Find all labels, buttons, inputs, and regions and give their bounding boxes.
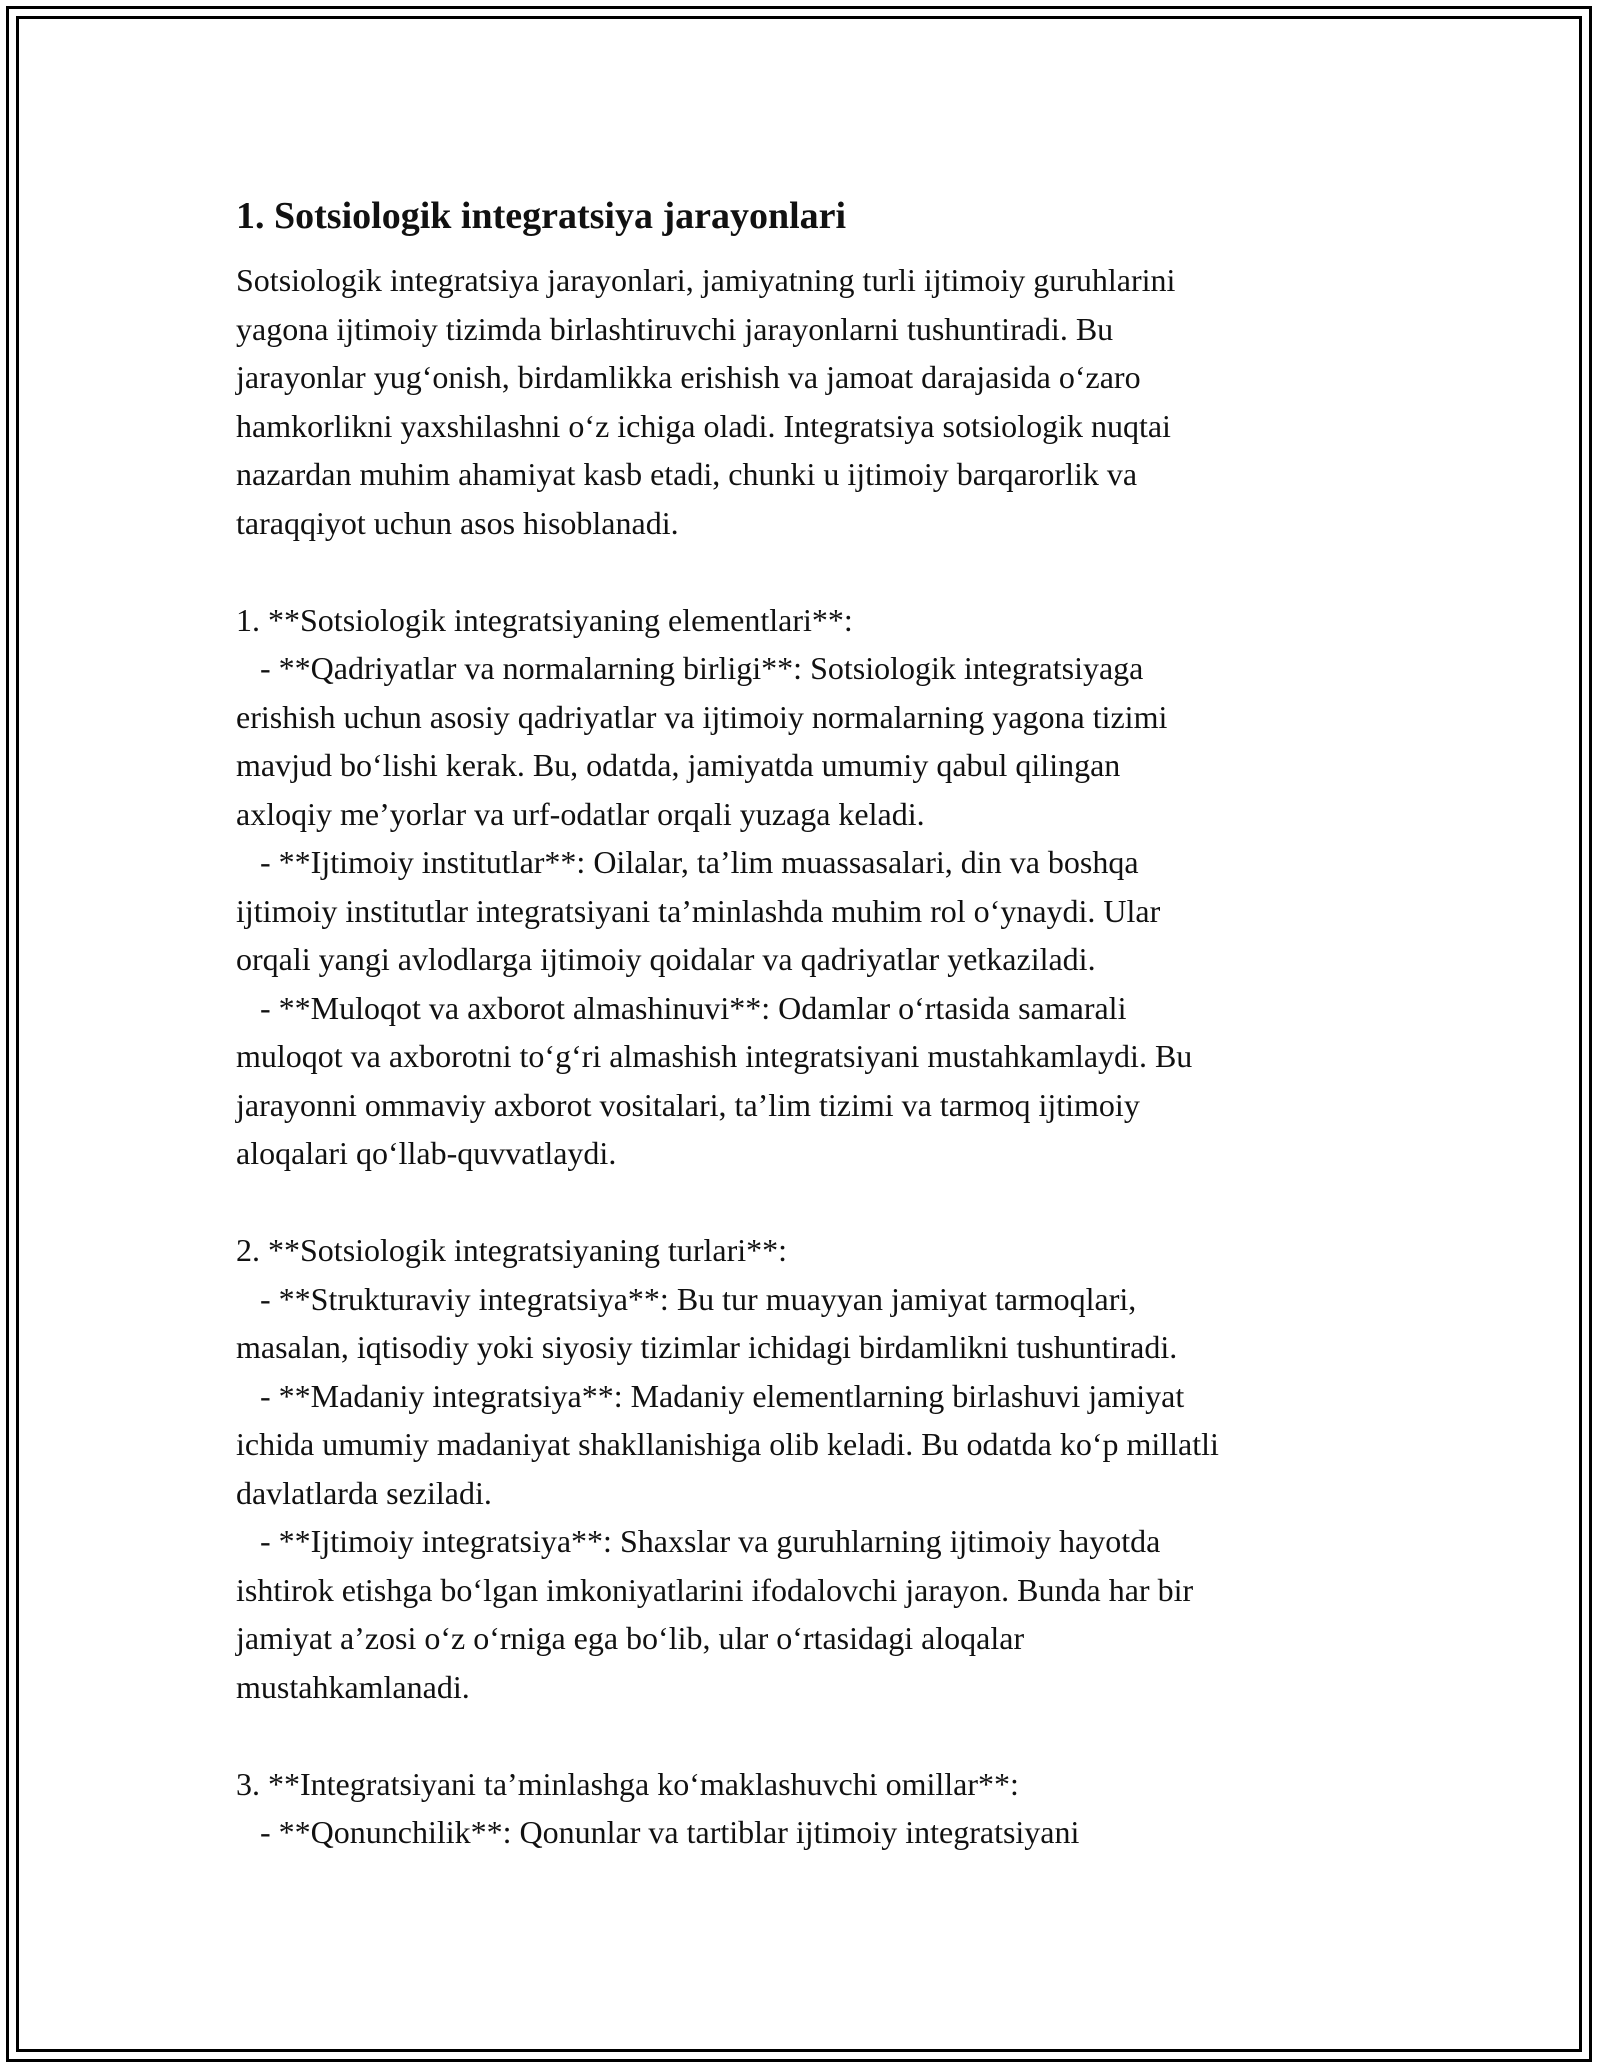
document-page xyxy=(236,190,1386,1857)
document-body: Sotsiologik integratsiya jarayonlari, jamiyatning turli ijtimoiy guruhlarini yagona ijtimoiy tizimda birlashtiruvchi jarayonlarni tushuntiradi. Bu jarayonlar yug‘onish, birdamlikka erishish va jamoat darajasida o‘zaro hamkorlikni yaxshilashni o‘z ichiga oladi. Integratsiya sotsiologik nuqtai nazardan muhim ahamiyat kasb etadi, chunki u ijtimoiy barqarorlik va taraqqiyot uchun asos hisoblanadi. 1. **Sotsiologik integratsiyaning elementlari**: - **Qadriyatlar va normalarning birligi**: Sotsiologik integratsiyaga erishish uchun asosiy qadriyatlar va ijtimoiy normalarning yagona tizimi mavjud bo‘lishi kerak. Bu, odatda, jamiyatda umumiy qabul qilingan axloqiy me’yorlar va urf-odatlar orqali yuzaga keladi. - **Ijtimoiy institutlar**: Oilalar, ta’lim muassasalari, din va boshqa ijtimoiy institutlar integratsiyani ta’minlashda muhim rol o‘ynaydi. Ular orqali yangi avlodlarga ijtimoiy qoidalar va qadriyatlar yetkaziladi. - **Muloqot va axborot almashinuvi**: Odamlar o‘rtasida samarali muloqot va axborotni to‘g‘ri almashish integratsiyani mustahkamlaydi. Bu jarayonni ommaviy axborot vositalari, ta’lim tizimi va tarmoq ijtimoiy aloqalari qo‘llab-quvvatlaydi. 2. **Sotsiologik integratsiyaning turlari**: - **Strukturaviy integratsiya**: Bu tur muayyan jamiyat tarmoqlari, masalan, iqtisodiy yoki siyosiy tizimlar ichidagi birdamlikni tushuntiradi. - **Madaniy integratsiya**: Madaniy elementlarning birlashuvi jamiyat ichida umumiy madaniyat shakllanishiga olib keladi. Bu odatda ko‘p millatli davlatlarda seziladi. - **Ijtimoiy integratsiya**: Shaxslar va guruhlarning ijtimoiy hayotda ishtirok etishga bo‘lgan imkoniyatlarini ifodalovchi jarayon. Bunda har bir jamiyat a’zosi o‘z o‘rniga ega bo‘lib, ular o‘rtasidagi aloqalar mustahkamlanadi. 3. **Integratsiyani ta’minlashga ko‘maklashuvchi omillar**: - **Qonunchilik**: Qonunlar va tartiblar ijtimoiy integratsiyani xyxy=(236,262,1219,1850)
document-title: 1. Sotsiologik integratsiya jarayonlari xyxy=(236,195,847,237)
